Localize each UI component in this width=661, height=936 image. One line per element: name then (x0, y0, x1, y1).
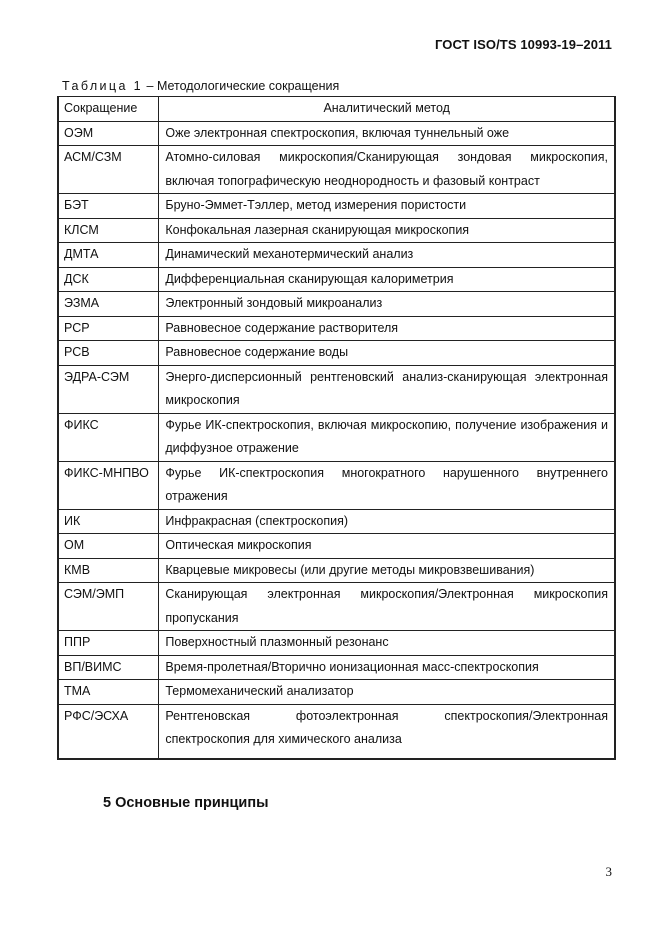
table-row (58, 631, 615, 656)
table-caption-text: – Методологические сокращения (143, 79, 340, 93)
table-row (58, 704, 615, 759)
table-row (58, 341, 615, 366)
table-row (58, 509, 615, 534)
abbreviation-cell: БЭТ (58, 194, 159, 219)
table-body (58, 121, 615, 759)
method-cell: Рентгеновская фотоэлектронная спектроскопия/Электронная спектроскопия для химического анализа (159, 704, 615, 759)
column-header-method: Аналитический метод (159, 97, 615, 122)
table-caption (62, 79, 339, 93)
method-cell: Оже электронная спектроскопия, включая туннельный оже (159, 121, 615, 146)
table-row (58, 461, 615, 509)
table-header-row (58, 97, 615, 122)
method-cell: Атомно-силовая микроскопия/Сканирующая зондовая микроскопия, включая топографическую неоднородность и фазовый контраст (159, 146, 615, 194)
method-cell: Конфокальная лазерная сканирующая микроскопия (159, 218, 615, 243)
column-header-abbreviation: Сокращение (58, 97, 159, 122)
abbreviation-cell: ИК (58, 509, 159, 534)
abbreviation-cell: АСМ/СЗМ (58, 146, 159, 194)
abbreviation-cell: РСР (58, 316, 159, 341)
table-row (58, 292, 615, 317)
document-code: ГОСТ ISO/TS 10993-19–2011 (434, 37, 612, 52)
abbreviation-cell: ДМТА (58, 243, 159, 268)
table-row (58, 365, 615, 413)
table-row (58, 218, 615, 243)
table-row (58, 146, 615, 194)
table-caption-label: Таблица 1 (62, 79, 144, 93)
method-cell: Фурье ИК-спектроскопия, включая микроскопию, получение изображения и диффузное отражение (159, 413, 615, 461)
method-cell: Термомеханический анализатор (159, 680, 615, 705)
table-row (58, 413, 615, 461)
table-row (58, 267, 615, 292)
abbreviation-cell: ЭЗМА (58, 292, 159, 317)
method-cell: Электронный зондовый микроанализ (159, 292, 615, 317)
table-row (58, 680, 615, 705)
abbreviation-cell: ОМ (58, 534, 159, 559)
method-cell: Сканирующая электронная микроскопия/Электронная микроскопия пропускания (159, 583, 615, 631)
abbreviation-cell: ФИКС (58, 413, 159, 461)
method-cell: Поверхностный плазмонный резонанс (159, 631, 615, 656)
abbreviation-cell: РСВ (58, 341, 159, 366)
abbreviation-cell: ФИКС-МНПВО (58, 461, 159, 509)
method-cell: Кварцевые микровесы (или другие методы микровзвешивания) (159, 558, 615, 583)
table-row (58, 534, 615, 559)
method-cell: Бруно-Эммет-Тэллер, метод измерения пористости (159, 194, 615, 219)
method-cell: Динамический механотермический анализ (159, 243, 615, 268)
abbreviation-cell: ЭДРА-СЭМ (58, 365, 159, 413)
table-row (58, 243, 615, 268)
table-row (58, 558, 615, 583)
method-cell: Энерго-дисперсионный рентгеновский анализ-сканирующая электронная микроскопия (159, 365, 615, 413)
table-row (58, 316, 615, 341)
abbreviations-table (57, 96, 616, 760)
method-cell: Равновесное содержание растворителя (159, 316, 615, 341)
page-number: 3 (605, 864, 612, 879)
table-row (58, 194, 615, 219)
abbreviation-cell: ОЭМ (58, 121, 159, 146)
abbreviation-cell: КМВ (58, 558, 159, 583)
abbreviation-cell: ТМА (58, 680, 159, 705)
table-row (58, 583, 615, 631)
table-row (58, 655, 615, 680)
abbreviation-cell: ВП/ВИМС (58, 655, 159, 680)
method-cell: Дифференциальная сканирующая калориметрия (159, 267, 615, 292)
abbreviation-cell: РФС/ЭСХА (58, 704, 159, 759)
method-cell: Фурье ИК-спектроскопия многократного нарушенного внутреннего отражения (159, 461, 615, 509)
method-cell: Оптическая микроскопия (159, 534, 615, 559)
table-row (58, 121, 615, 146)
method-cell: Инфракрасная (спектроскопия) (159, 509, 615, 534)
abbreviation-cell: ДСК (58, 267, 159, 292)
method-cell: Время-пролетная/Вторично ионизационная масс-спектроскопия (159, 655, 615, 680)
abbreviation-cell: СЭМ/ЭМП (58, 583, 159, 631)
abbreviation-cell: КЛСМ (58, 218, 159, 243)
section-title: 5 Основные принципы (103, 795, 269, 811)
method-cell: Равновесное содержание воды (159, 341, 615, 366)
abbreviation-cell: ППР (58, 631, 159, 656)
